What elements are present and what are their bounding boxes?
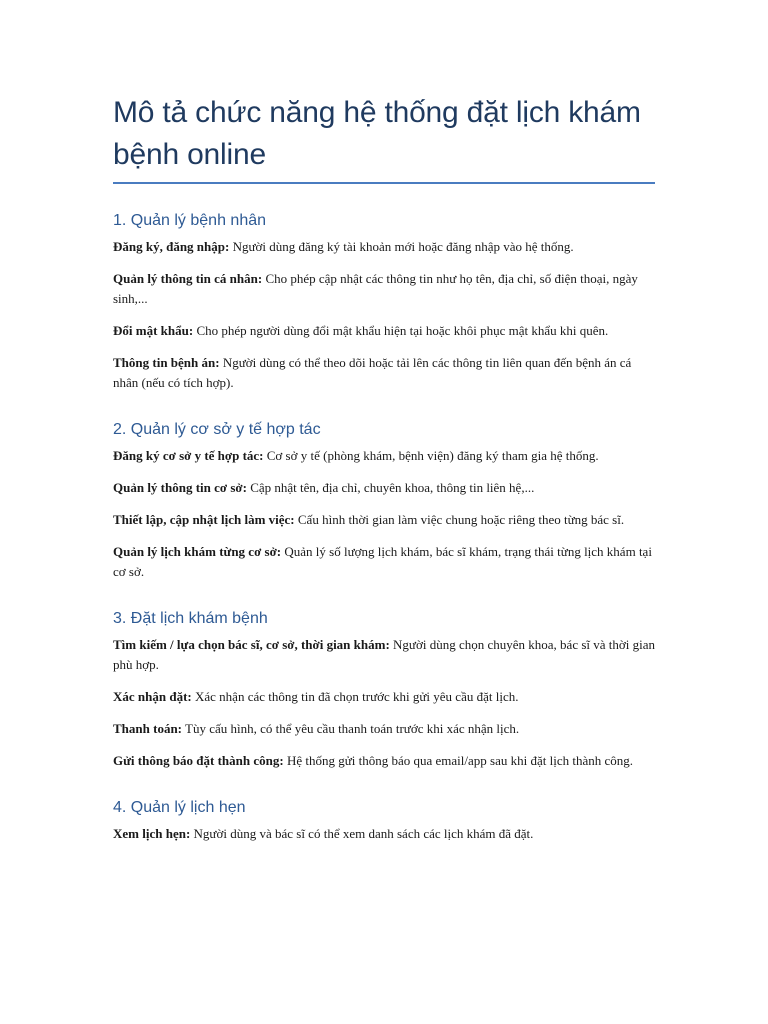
section-heading: 4. Quản lý lịch hẹn xyxy=(113,799,246,816)
item-label: Quản lý lịch khám từng cơ sở: xyxy=(113,544,282,559)
item-label: Đổi mật khẩu: xyxy=(113,323,194,338)
item-text: Quản lý số lượng lịch khám, bác sĩ khám, trạng thái từng lịch khám tại cơ sở. xyxy=(113,544,652,579)
section-heading: 1. Quản lý bệnh nhân xyxy=(113,212,267,229)
item-label: Quản lý thông tin cơ sở: xyxy=(113,480,247,495)
document-page xyxy=(113,0,655,844)
list-item xyxy=(113,542,655,582)
item-label: Tìm kiếm / lựa chọn bác sĩ, cơ sở, thời gian khám: xyxy=(113,637,390,652)
item-text: Xác nhận các thông tin đã chọn trước khi gửi yêu cầu đặt lịch. xyxy=(191,689,519,704)
section-booking xyxy=(113,608,655,771)
item-label: Thanh toán: xyxy=(113,721,182,736)
section-patient-management xyxy=(113,210,655,393)
item-text: Người dùng có thể theo dõi hoặc tải lên các thông tin liên quan đến bệnh án cá nhân (nếu có tích hợp). xyxy=(113,355,632,390)
item-label: Thông tin bệnh án: xyxy=(113,355,220,370)
item-text: Người dùng và bác sĩ có thể xem danh sách các lịch khám đã đặt. xyxy=(190,826,534,841)
title-underline xyxy=(113,182,655,184)
section-facility-management xyxy=(113,419,655,582)
item-text: Tùy cấu hình, có thể yêu cầu thanh toán trước khi xác nhận lịch. xyxy=(182,721,520,736)
item-label: Đăng ký, đăng nhập: xyxy=(113,239,230,254)
list-item xyxy=(113,353,655,393)
list-item xyxy=(113,719,655,739)
item-text: Người dùng chọn chuyên khoa, bác sĩ và thời gian phù hợp. xyxy=(113,637,656,672)
list-item xyxy=(113,478,655,498)
list-item xyxy=(113,269,655,309)
item-text: Cấu hình thời gian làm việc chung hoặc riêng theo từng bác sĩ. xyxy=(294,512,625,527)
list-item xyxy=(113,824,655,844)
document-title: Mô tả chức năng hệ thống đặt lịch khám bệnh online xyxy=(113,96,641,171)
item-text: Người dùng đăng ký tài khoản mới hoặc đăng nhập vào hệ thống. xyxy=(229,239,574,254)
item-text: Cho phép người dùng đổi mật khẩu hiện tại hoặc khôi phục mật khẩu khi quên. xyxy=(193,323,609,338)
list-item xyxy=(113,687,655,707)
list-item xyxy=(113,446,655,466)
item-label: Đăng ký cơ sở y tế hợp tác: xyxy=(113,448,264,463)
list-item xyxy=(113,321,655,341)
item-text: Hệ thống gửi thông báo qua email/app sau khi đặt lịch thành công. xyxy=(283,753,634,768)
item-label: Xác nhận đặt: xyxy=(113,689,192,704)
item-label: Xem lịch hẹn: xyxy=(113,826,191,841)
list-item xyxy=(113,510,655,530)
list-item xyxy=(113,635,655,675)
item-text: Cập nhật tên, địa chỉ, chuyên khoa, thông tin liên hệ,... xyxy=(246,480,535,495)
item-text: Cho phép cập nhật các thông tin như họ tên, địa chỉ, số điện thoại, ngày sinh,... xyxy=(113,271,638,306)
section-heading: 2. Quản lý cơ sở y tế hợp tác xyxy=(113,421,321,438)
section-heading: 3. Đặt lịch khám bệnh xyxy=(113,610,268,627)
item-label: Gửi thông báo đặt thành công: xyxy=(113,753,284,768)
list-item xyxy=(113,751,655,771)
item-label: Quản lý thông tin cá nhân: xyxy=(113,271,263,286)
section-appointment-management xyxy=(113,797,655,844)
item-label: Thiết lập, cập nhật lịch làm việc: xyxy=(113,512,295,527)
list-item xyxy=(113,237,655,257)
item-text: Cơ sở y tế (phòng khám, bệnh viện) đăng ký tham gia hệ thống. xyxy=(263,448,599,463)
